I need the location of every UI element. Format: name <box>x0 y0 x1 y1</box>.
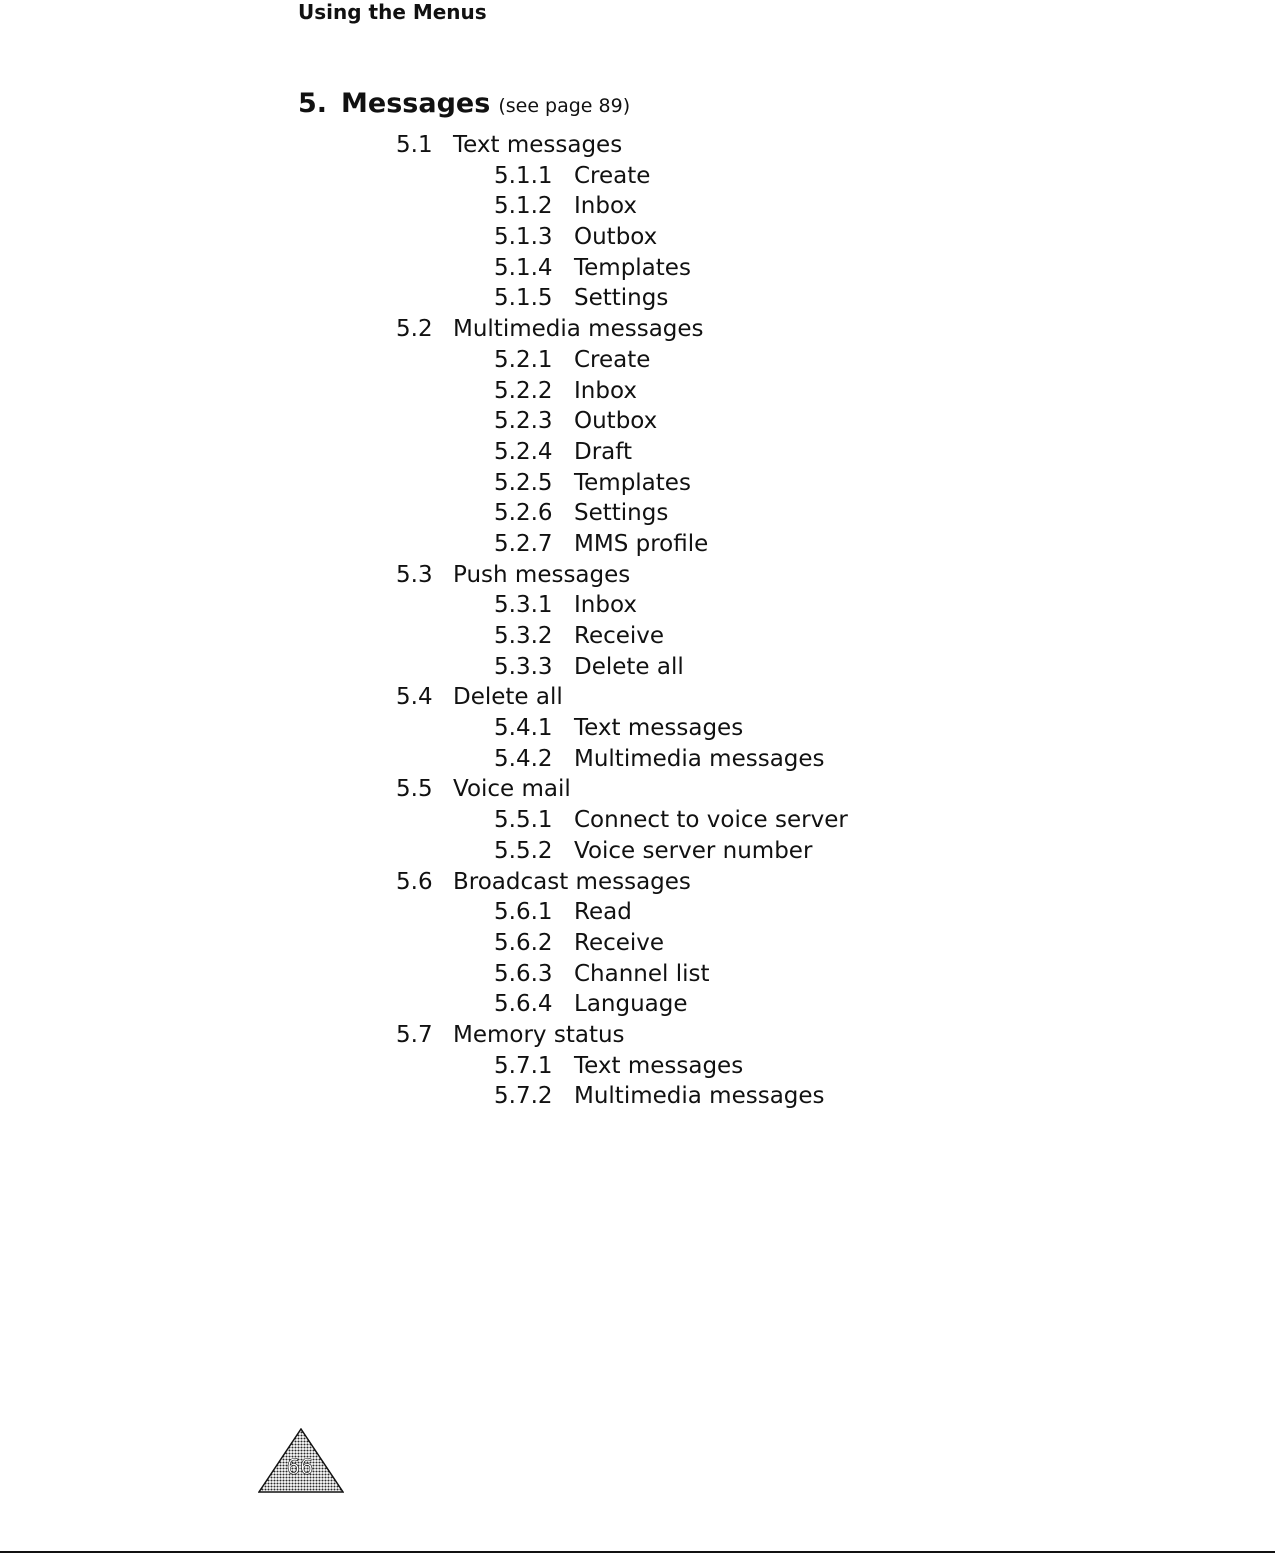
menu-item-number: 5.7.2 <box>494 1083 553 1110</box>
menu-item-label: Voice mail <box>453 776 571 803</box>
menu-item-label: Channel list <box>574 960 710 987</box>
menu-outline <box>0 130 1275 1112</box>
menu-item-number: 5.2.6 <box>494 500 553 527</box>
menu-item-label: MMS profile <box>574 530 709 557</box>
menu-item <box>0 345 1275 376</box>
menu-item-number: 5.5 <box>396 776 433 803</box>
page-bottom-rule <box>0 1551 1275 1553</box>
triangle-pyramid-icon <box>258 1428 344 1494</box>
submenu-heading <box>0 560 1275 591</box>
menu-item-number: 5.6.3 <box>494 960 553 987</box>
menu-item-number: 5.6.1 <box>494 899 553 926</box>
menu-item-label: Templates <box>574 469 691 496</box>
section-heading <box>298 86 630 125</box>
menu-item-label: Push messages <box>453 561 631 588</box>
menu-item-label: Receive <box>574 929 665 956</box>
menu-item <box>0 928 1275 959</box>
menu-item <box>0 498 1275 529</box>
menu-item-label: Text messages <box>453 132 623 158</box>
menu-item-number: 5.2 <box>396 316 433 343</box>
menu-item-number: 5.1 <box>396 132 433 158</box>
menu-item <box>0 805 1275 836</box>
menu-item <box>0 836 1275 867</box>
submenu-heading <box>0 774 1275 805</box>
menu-item-number: 5.3 <box>396 561 433 588</box>
menu-item <box>0 468 1275 499</box>
menu-item-number: 5.7 <box>396 1021 433 1048</box>
menu-item-label: Inbox <box>574 377 637 404</box>
menu-item-number: 5.1.1 <box>494 162 553 189</box>
menu-item <box>0 744 1275 775</box>
running-header: Using the Menus <box>298 0 487 24</box>
menu-item-label: Inbox <box>574 592 637 619</box>
menu-item-number: 5.2.7 <box>494 530 553 557</box>
menu-item <box>0 437 1275 468</box>
menu-item <box>0 959 1275 990</box>
menu-item-label: Outbox <box>574 408 658 435</box>
menu-item-label: Outbox <box>574 224 658 251</box>
submenu-heading <box>0 682 1275 713</box>
menu-item-number: 5.4.1 <box>494 715 553 742</box>
menu-item <box>0 376 1275 407</box>
menu-item-label: Voice server number <box>574 837 813 864</box>
submenu-heading <box>0 1020 1275 1051</box>
menu-item-number: 5.1.3 <box>494 224 553 251</box>
page-number-badge <box>258 1428 344 1494</box>
menu-item-number: 5.6 <box>396 868 433 895</box>
menu-item-label: Templates <box>574 254 691 281</box>
menu-item-number: 5.6.4 <box>494 991 553 1018</box>
menu-item <box>0 1081 1275 1112</box>
menu-item-label: Text messages <box>574 1052 744 1079</box>
menu-item-number: 5.7.1 <box>494 1052 553 1079</box>
menu-item-number: 5.1.4 <box>494 254 553 281</box>
menu-item-number: 5.5.1 <box>494 807 553 834</box>
menu-item-number: 5.4 <box>396 684 433 711</box>
section-number: 5. <box>298 88 328 119</box>
menu-item <box>0 1051 1275 1082</box>
submenu-heading <box>0 314 1275 345</box>
submenu-heading <box>0 130 1275 161</box>
menu-item-number: 5.4.2 <box>494 745 553 772</box>
menu-item-number: 5.2.5 <box>494 469 553 496</box>
menu-item-number: 5.2.2 <box>494 377 553 404</box>
menu-item <box>0 222 1275 253</box>
section-title: Messages <box>341 88 491 119</box>
menu-item-number: 5.5.2 <box>494 837 553 864</box>
menu-item-number: 5.3.3 <box>494 653 553 680</box>
menu-item <box>0 713 1275 744</box>
menu-item <box>0 283 1275 314</box>
menu-item-label: Multimedia messages <box>574 745 825 772</box>
menu-item-label: Broadcast messages <box>453 868 691 895</box>
section-page-reference: (see page 89) <box>498 95 631 117</box>
menu-item-number: 5.2.1 <box>494 346 553 373</box>
menu-item-label: Settings <box>574 500 669 527</box>
menu-item-label: Receive <box>574 623 665 649</box>
menu-item <box>0 529 1275 560</box>
menu-item-label: Memory status <box>453 1021 625 1048</box>
menu-item-label: Inbox <box>574 193 637 220</box>
menu-item-number: 5.1.2 <box>494 193 553 220</box>
menu-item-label: Connect to voice server <box>574 807 848 834</box>
menu-item-number: 5.3.2 <box>494 623 553 649</box>
menu-item-number: 5.6.2 <box>494 929 553 956</box>
menu-item-label: Language <box>574 991 688 1018</box>
menu-item <box>0 590 1275 621</box>
menu-item-label: Create <box>574 162 651 189</box>
menu-item <box>0 253 1275 284</box>
menu-item-label: Multimedia messages <box>453 316 704 343</box>
menu-item <box>0 989 1275 1020</box>
menu-item-number: 5.2.4 <box>494 438 553 465</box>
menu-item <box>0 652 1275 683</box>
menu-item-number: 5.1.5 <box>494 285 553 312</box>
page-number: 66 <box>286 1455 314 1479</box>
menu-item <box>0 621 1275 652</box>
menu-item-label: Delete all <box>574 653 684 680</box>
menu-item-number: 5.3.1 <box>494 592 553 619</box>
menu-item <box>0 161 1275 192</box>
submenu-heading <box>0 867 1275 898</box>
menu-item-number: 5.2.3 <box>494 408 553 435</box>
menu-item-label: Create <box>574 346 651 373</box>
menu-item <box>0 406 1275 437</box>
menu-item <box>0 191 1275 222</box>
menu-item-label: Draft <box>574 438 632 465</box>
menu-item-label: Read <box>574 899 632 926</box>
menu-item-label: Settings <box>574 285 669 312</box>
menu-item-label: Delete all <box>453 684 563 711</box>
menu-item-label: Multimedia messages <box>574 1083 825 1110</box>
menu-item <box>0 897 1275 928</box>
menu-item-label: Text messages <box>574 715 744 742</box>
